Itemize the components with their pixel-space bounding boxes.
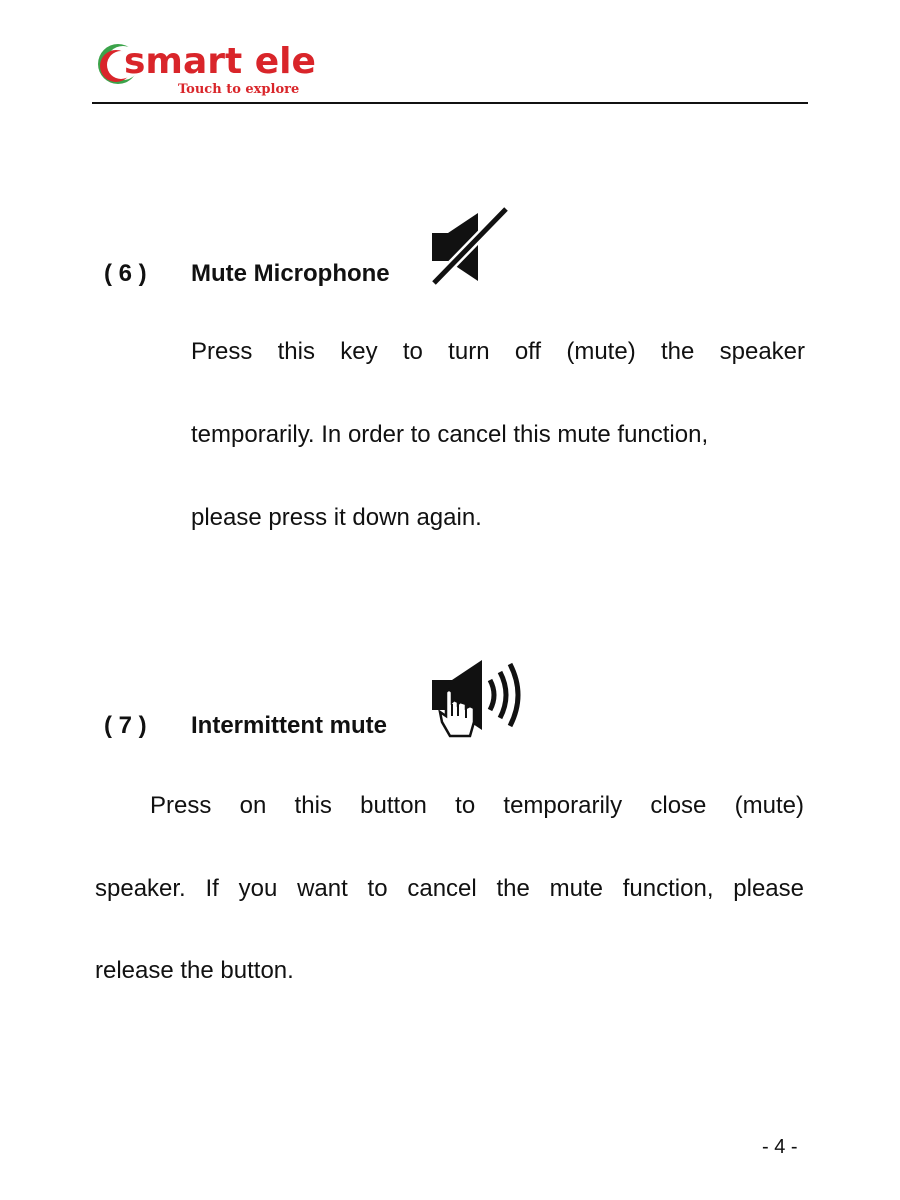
page-number: - 4 -	[762, 1136, 798, 1158]
paragraph-line: temporarily. In order to cancel this mute function,	[191, 421, 709, 448]
brand-logo	[96, 38, 326, 102]
section-number: ( 7 )	[104, 712, 147, 739]
brand-name: smart ele	[124, 41, 316, 82]
paragraph-line: Press this key to turn off (mute) the speaker	[191, 338, 805, 365]
speaker-muted-icon	[428, 205, 510, 287]
section-number: ( 6 )	[104, 260, 147, 287]
paragraph-line: release the button.	[95, 957, 294, 984]
paragraph-line: Press on this button to temporarily close (mute)	[150, 792, 804, 819]
section-title: Intermittent mute	[191, 712, 388, 739]
header-divider	[92, 102, 808, 104]
section-title: Mute Microphone	[191, 260, 390, 287]
paragraph-line: please press it down again.	[191, 504, 482, 531]
speaker-press-icon	[430, 658, 530, 740]
brand-tagline: Touch to explore	[178, 82, 300, 97]
paragraph-line: speaker. If you want to cancel the mute function, please	[95, 875, 804, 902]
